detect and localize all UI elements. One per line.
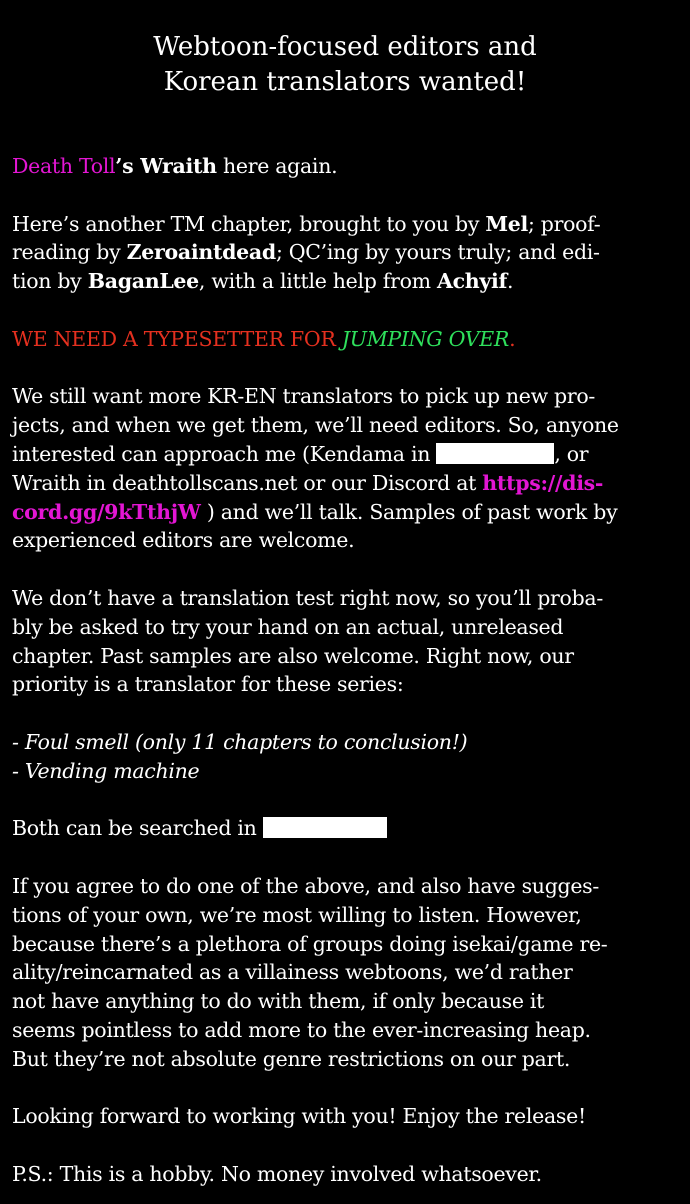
proofreader-name: Zeroaintdead [126, 240, 276, 265]
genre-line-3: because there’s a plethora of groups doing isekai/game re- [12, 931, 608, 956]
author-name: Wraith [140, 154, 217, 178]
intro-rest: here again. [216, 154, 338, 178]
credits-line-2: reading by Zeroaintdead; QC’ing by yours truly; and edi- [12, 240, 600, 265]
test-line-1: We don’t have a translation test right now, so you’ll proba- [12, 585, 603, 610]
title-line-1: Webtoon-focused editors and [153, 32, 537, 62]
recruit-line-5: cord.gg/9kTthjW ) and we’ll talk. Samples of past work by [12, 499, 618, 524]
title-line-2: Korean translators wanted! [163, 67, 527, 97]
series-list-item: - Foul smell (only 11 chapters to conclusion!) [12, 729, 468, 754]
recruit-line-4: Wraith in deathtollscans.net or our Discord at https://dis- [12, 470, 604, 495]
genre-line-2: tions of your own, we’re most willing to listen. However, [12, 902, 582, 927]
helper-name: Achyif [436, 269, 507, 294]
group-name: Death Toll [12, 154, 116, 178]
recruit-line-1: We still want more KR-EN translators to pick up new pro- [12, 384, 596, 409]
intro-line [12, 152, 684, 181]
discord-link-part-2[interactable]: cord.gg/9kTthjW [12, 499, 201, 524]
search-line: Both can be searched in [12, 814, 684, 843]
credits-line-1: Here’s another TM chapter, brought to you by Mel; proof- [12, 211, 601, 236]
recruit-line-6: experienced editors are welcome. [12, 528, 355, 553]
page-title [0, 30, 690, 100]
typesetter-notice: WE NEED A TYPESETTER FOR JUMPING OVER. [12, 326, 516, 351]
credits-line-3: tion by BaganLee, with a little help from Achyif. [12, 269, 514, 294]
translator-name: Mel [485, 211, 528, 236]
genre-line-5: not have anything to do with them, if only because it [12, 989, 545, 1014]
discord-link-part-1[interactable]: https://dis- [482, 470, 604, 495]
closing-line: Looking forward to working with you! Enjoy the release! [12, 1104, 586, 1129]
test-line-2: bly be asked to try your hand on an actual, unreleased [12, 614, 564, 639]
recruit-line-2: jects, and when we get them, we’ll need editors. So, anyone [12, 413, 619, 438]
postscript-line: P.S.: This is a hobby. No money involved whatsoever. [12, 1161, 542, 1186]
series-list-item: - Vending machine [12, 758, 200, 783]
genre-line-1: If you agree to do one of the above, and also have sugges- [12, 873, 600, 898]
possessive: ’s [115, 154, 141, 178]
editor-name: BaganLee [87, 269, 199, 294]
series-name: JUMPING OVER [341, 326, 510, 351]
recruit-line-3: interested can approach me (Kendama in , or [12, 441, 589, 466]
test-line-4: priority is a translator for these series: [12, 672, 404, 697]
genre-line-4: ality/reincarnated as a villainess webtoons, we’d rather [12, 960, 573, 985]
genre-line-6: seems pointless to add more to the ever-increasing heap. [12, 1017, 591, 1042]
redacted-box [436, 443, 554, 464]
redacted-box [263, 817, 387, 838]
test-line-3: chapter. Past samples are also welcome. Right now, our [12, 643, 574, 668]
announcement-body [12, 152, 684, 1189]
genre-line-7: But they’re not absolute genre restrictions on our part. [12, 1046, 571, 1071]
